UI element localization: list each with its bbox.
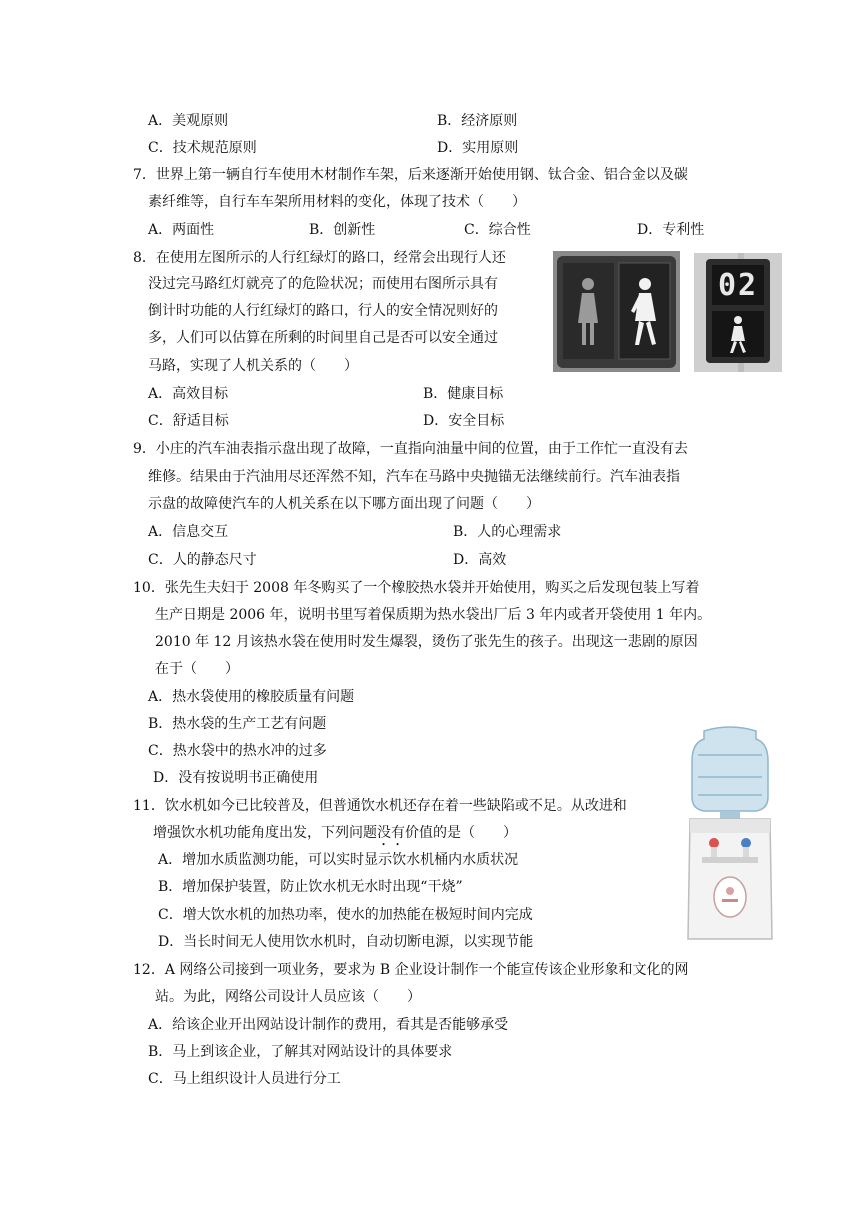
q12-stem-line1: 12．A 网络公司接到一项业务，要求为 B 企业设计制作一个能宣传该企业形象和文化的网 (133, 962, 689, 978)
q8-option-a: A．高效目标 (148, 386, 229, 402)
q9-stem-line3: 示盘的故障使汽车的人机关系在以下哪方面出现了问题（ ） (148, 496, 540, 512)
q10-stem-line4: 在于（ ） (155, 661, 239, 677)
q11-option-a: A．增加水质监测功能，可以实时显示饮水机桶内水质状况 (158, 852, 519, 868)
q7-stem-line1: 7．世界上第一辆自行车使用木材制作车架，后来逐渐开始使用钢、钛合金、铝合金以及碳 (133, 167, 688, 183)
q11-stem-line2 (153, 823, 517, 843)
q7-option-a: A．两面性 (148, 222, 215, 238)
q6-option-b: B．经济原则 (437, 113, 518, 129)
q8-stem-line5: 马路，实现了人机关系的（ ） (148, 358, 358, 374)
q9-stem-line1: 9．小庄的汽车油表指示盘出现了故障，一直指向油量中间的位置，由于工作忙一直没有去 (133, 441, 688, 457)
q9-option-d: D．高效 (453, 552, 507, 568)
q8-stem-line1: 8．在使用左图所示的人行红绿灯的路口，经常会出现行人还 (133, 250, 506, 266)
q11-emphasis-not: 没有 (377, 825, 405, 841)
q12-option-a: A．给该企业开出网站设计制作的费用，看其是否能够承受 (148, 1017, 509, 1033)
q7-stem-line2: 素纤维等，自行车车架所用材料的变化，体现了技术（ ） (148, 194, 526, 210)
q6-option-c: C．技术规范原则 (148, 140, 257, 156)
q11-stem-line2-pre: 增强饮水机功能角度出发，下列问题 (153, 825, 377, 841)
q9-option-a: A．信息交互 (148, 524, 229, 540)
q8-stem-line4: 多，人们可以估算在所剩的时间里自己是否可以安全通过 (148, 330, 498, 346)
q12-option-b: B．马上到该企业，了解其对网站设计的具体要求 (148, 1044, 453, 1060)
pedestrian-light-photo-left (553, 251, 680, 372)
q12-option-c: C．马上组织设计人员进行分工 (148, 1071, 341, 1087)
q6-option-a: A．美观原则 (148, 113, 229, 129)
q8-stem-line3: 倒计时功能的人行红绿灯的路口，行人的安全情况则好的 (148, 303, 498, 319)
q10-stem-line2: 生产日期是 2006 年，说明书里写着保质期为热水袋出厂后 3 年内或者开袋使用 1 年内。 (155, 607, 712, 623)
q9-stem-line2: 维修。结果由于汽油用尽还浑然不知，汽车在马路中央抛锚无法继续前行。汽车油表指 (148, 469, 680, 485)
q8-option-c: C．舒适目标 (148, 413, 229, 429)
q7-option-b: B．创新性 (309, 222, 376, 238)
q10-option-b: B．热水袋的生产工艺有问题 (148, 716, 327, 732)
q9-option-b: B．人的心理需求 (453, 524, 562, 540)
q8-stem-line2: 没过完马路红灯就亮了的危险状况；而使用右图所示具有 (148, 276, 498, 292)
water-dispenser-photo (684, 725, 776, 943)
q11-stem-line1: 11．饮水机如今已比较普及，但普通饮水机还存在着一些缺陷或不足。从改进和 (133, 798, 627, 814)
q11-option-c: C．增大饮水机的加热功率，使水的加热能在极短时间内完成 (158, 907, 533, 923)
q8-option-d: D．安全目标 (423, 413, 505, 429)
q10-stem-line3: 2010 年 12 月该热水袋在使用时发生爆裂，烫伤了张先生的孩子。出现这一悲剧的原因 (155, 634, 698, 650)
q10-stem-line1: 10．张先生夫妇于 2008 年冬购买了一个橡胶热水袋并开始使用，购买之后发现包装上写着 (133, 580, 700, 596)
q11-option-d: D．当长时间无人使用饮水机时，自动切断电源，以实现节能 (158, 934, 534, 950)
q10-option-c: C．热水袋中的热水冲的过多 (148, 743, 327, 759)
q11-option-b: B．增加保护装置，防止饮水机无水时出现“干烧” (158, 879, 463, 895)
q7-option-d: D．专利性 (637, 222, 705, 238)
q11-stem-line2-post: 价值的是（ ） (405, 825, 517, 841)
q10-option-d: D．没有按说明书正确使用 (153, 770, 319, 786)
q9-option-c: C．人的静态尺寸 (148, 552, 257, 568)
q6-option-d: D．实用原则 (437, 140, 519, 156)
q10-option-a: A．热水袋使用的橡胶质量有问题 (148, 689, 355, 705)
q12-stem-line2: 站。为此，网络公司设计人员应该（ ） (155, 989, 421, 1005)
q7-option-c: C．综合性 (464, 222, 531, 238)
q8-option-b: B．健康目标 (423, 386, 504, 402)
countdown-display: 02 (717, 268, 759, 303)
